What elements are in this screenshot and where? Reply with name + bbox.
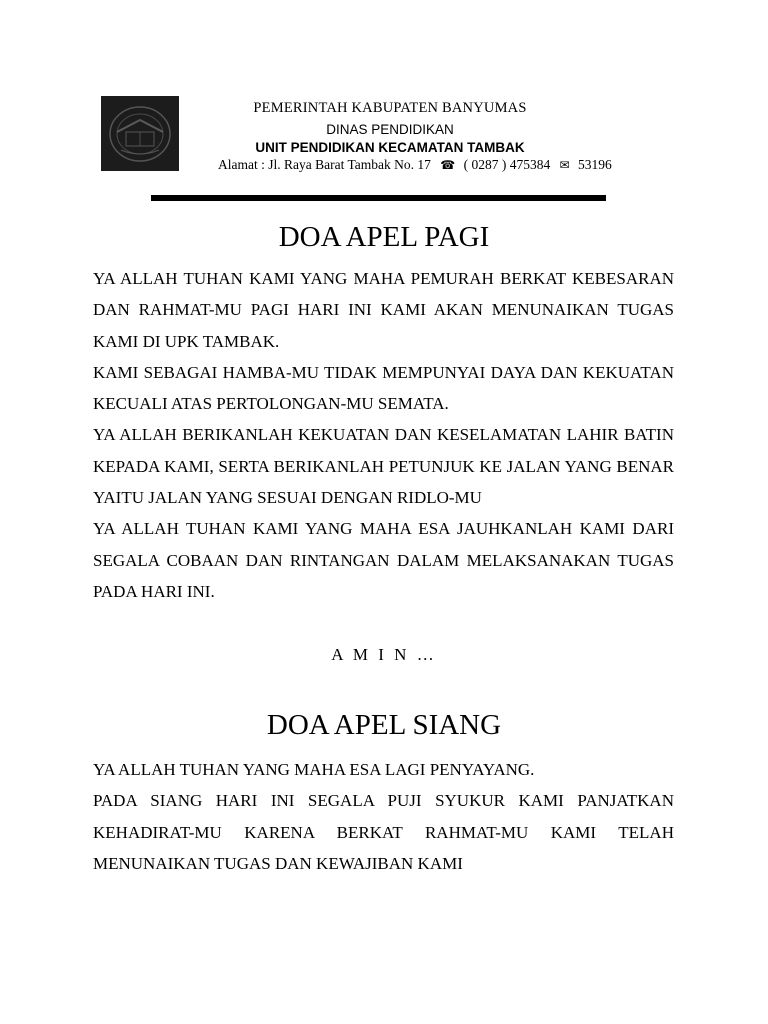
amin-closing: A M I N … [331, 645, 437, 664]
letterhead-divider [151, 195, 606, 201]
phone-number: ( 0287 ) 475384 [463, 157, 551, 172]
government-name: PEMERINTAH KABUPATEN BANYUMAS [253, 100, 527, 116]
department-name: DINAS PENDIDIKAN [326, 122, 454, 137]
regency-seal-logo [101, 96, 179, 171]
morning-prayer-title: DOA APEL PAGI [278, 221, 490, 253]
midday-prayer-body [93, 754, 674, 879]
prayer-paragraph: YA ALLAH TUHAN KAMI YANG MAHA PEMURAH BERKAT KEBESARAN DAN RAHMAT-MU PAGI HARI INI KAMI AKAN MENUNAIKAN TUGAS KAMI DI UPK TAMBAK. [93, 269, 674, 351]
morning-prayer-body [93, 263, 674, 607]
address-line [218, 157, 612, 173]
prayer-paragraph: KAMI SEBAGAI HAMBA-MU TIDAK MEMPUNYAI DAYA DAN KEKUATAN KECUALI ATAS PERTOLONGAN-MU SEMATA. [93, 362, 674, 414]
address-text: Alamat : Jl. Raya Barat Tambak No. 17 [218, 157, 431, 172]
prayer-paragraph: YA ALLAH BERIKANLAH KEKUATAN DAN KESELAMATAN LAHIR BATIN KEPADA KAMI, SERTA BERIKANLAH PETUNJUK KE JALAN YANG BENAR YAITU JALAN YANG SESUAI DENGAN RIDLO-MU [93, 425, 674, 508]
midday-prayer-title: DOA APEL SIANG [266, 709, 502, 741]
prayer-paragraph: YA ALLAH TUHAN KAMI YANG MAHA ESA JAUHKANLAH KAMI DARI SEGALA COBAAN DAN RINTANGAN DALAM MELAKSANAKAN TUGAS PADA HARI INI. [93, 519, 674, 601]
prayer-paragraph: PADA SIANG HARI INI SEGALA PUJI SYUKUR KAMI PANJATKAN KEHADIRAT-MU KARENA BERKAT RAHMAT-MU KAMI TELAH MENUNAIKAN TUGAS DAN KEWAJIBAN KAMI [93, 791, 674, 873]
postal-code: 53196 [578, 157, 612, 172]
phone-icon: ☎ [440, 158, 456, 172]
unit-name: UNIT PENDIDIKAN KECAMATAN TAMBAK [255, 140, 525, 155]
mail-icon: ✉ [559, 158, 570, 172]
prayer-paragraph: YA ALLAH TUHAN YANG MAHA ESA LAGI PENYAYANG. [93, 760, 535, 779]
